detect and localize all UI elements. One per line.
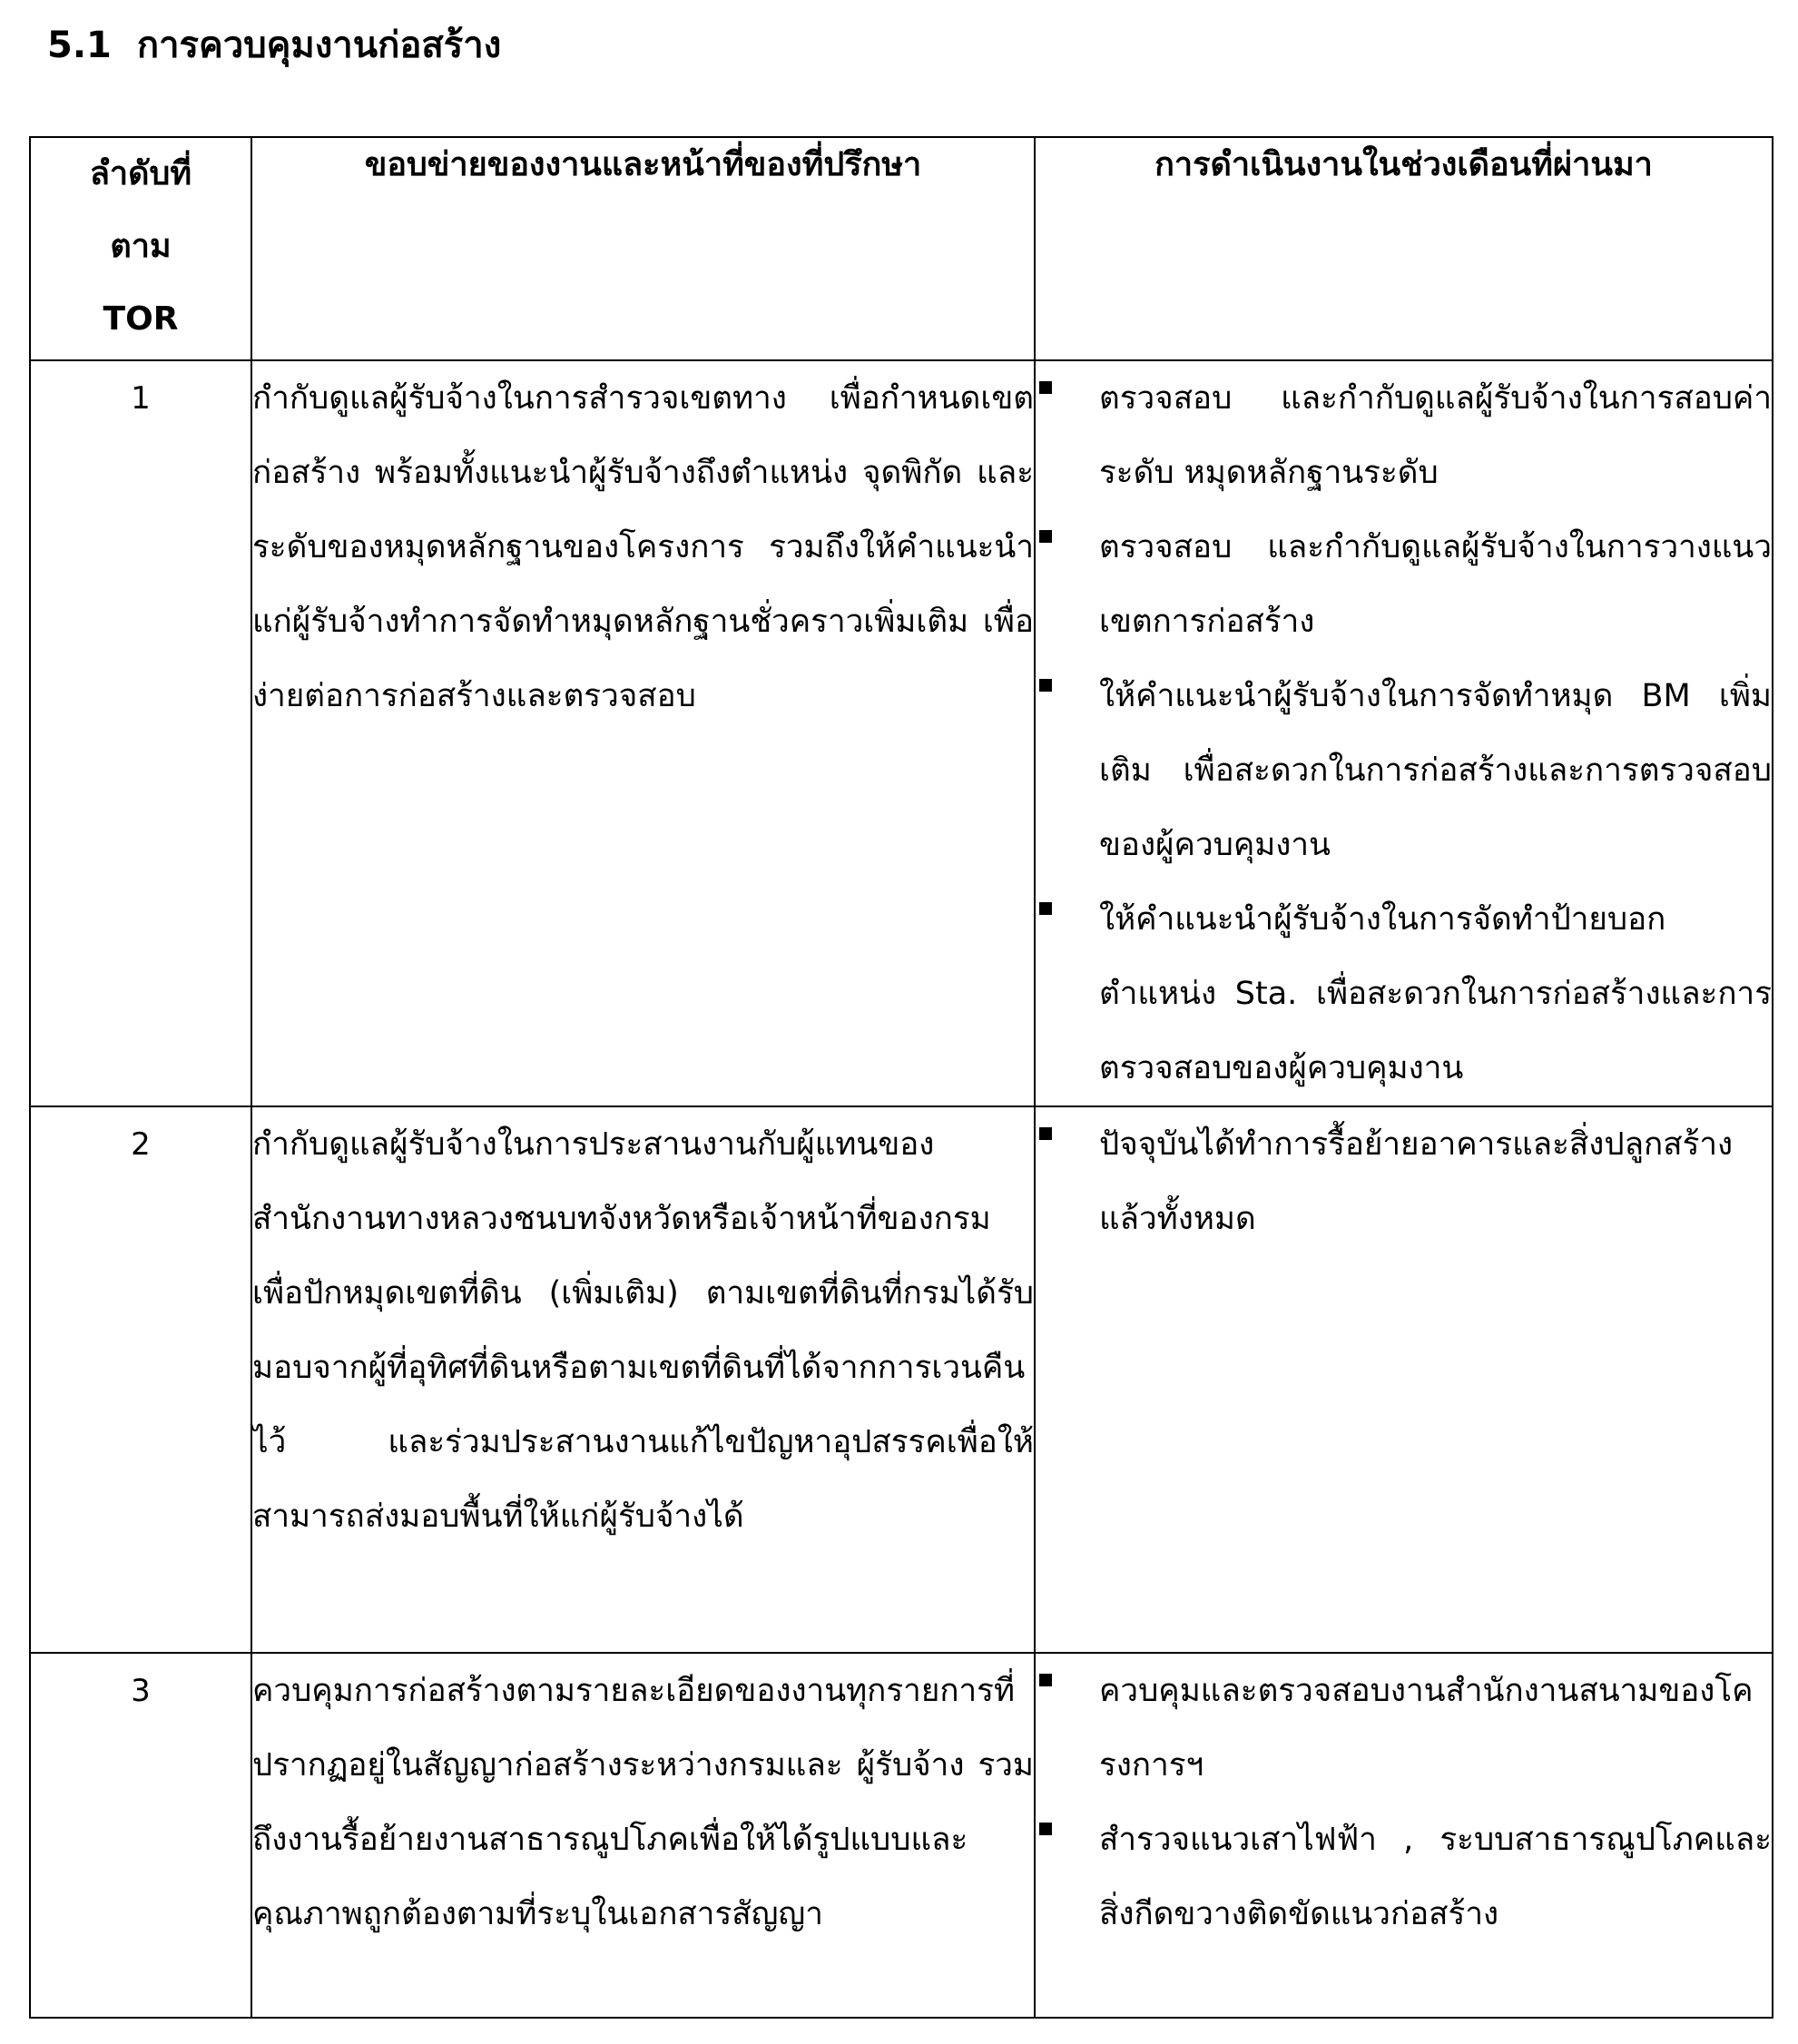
section-number: 5.1 [47, 25, 112, 66]
work-item-text: ตรวจสอบ และกำกับดูแลผู้รับจ้างในการสอบค่าระดับ หมุดหลักฐานระดับ [1099, 380, 1772, 491]
square-bullet-icon [1039, 679, 1052, 692]
square-bullet-icon [1039, 530, 1052, 543]
row-number: 1 [30, 360, 251, 1106]
work-item-text: ให้คำแนะนำผู้รับจ้างในการจัดทำป้ายบอกตำแหน่ง Sta. เพื่อสะดวกในการก่อสร้างและการตรวจสอบของผู้ควบคุมงาน [1099, 901, 1772, 1086]
work-item [1036, 361, 1772, 510]
header-tor-order-line: ลำดับที่ [89, 155, 192, 192]
header-tor-order-line: ตาม [110, 228, 172, 265]
work-done-cell [1035, 1653, 1773, 2018]
table-row [30, 360, 1773, 1106]
square-bullet-icon [1039, 902, 1052, 915]
work-item-text: สำรวจแนวเสาไฟฟ้า , ระบบสาธารณูปโภคและสิ่งกีดขวางติดขัดแนวก่อสร้าง [1099, 1822, 1772, 1932]
square-bullet-icon [1039, 381, 1052, 394]
scope-text: กำกับดูแลผู้รับจ้างในการสำรวจเขตทาง เพื่อกำหนดเขตก่อสร้าง พร้อมทั้งแนะนำผู้รับจ้างถึงตำแหน่ง จุดพิกัด และระดับของหมุดหลักฐานของโครงการ รวมถึงให้คำแนะนำแก่ผู้รับจ้างทำการจัดทำหมุดหลักฐานชั่วคราวเพิ่มเติม เพื่อง่ายต่อการก่อสร้างและตรวจสอบ [251, 360, 1035, 1106]
work-item [1036, 1107, 1772, 1256]
work-item-text: ให้คำแนะนำผู้รับจ้างในการจัดทำหมุด BM เพิ่มเติม เพื่อสะดวกในการก่อสร้างและการตรวจสอบของผู้ควบคุมงาน [1099, 678, 1772, 863]
work-item [1036, 1654, 1772, 1803]
work-done-cell [1035, 360, 1773, 1106]
row-number: 2 [30, 1106, 251, 1653]
work-item [1036, 1803, 1772, 1951]
table-header-row [30, 137, 1773, 360]
work-item-text: ตรวจสอบ และกำกับดูแลผู้รับจ้างในการวางแนวเขตการก่อสร้าง [1099, 529, 1772, 640]
square-bullet-icon [1039, 1674, 1052, 1686]
table-row [30, 1653, 1773, 2018]
header-work-done: การดำเนินงานในช่วงเดือนที่ผ่านมา [1035, 137, 1773, 360]
square-bullet-icon [1039, 1127, 1052, 1140]
work-item-text: ควบคุมและตรวจสอบงานสำนักงานสนามของโครงการฯ [1099, 1673, 1754, 1784]
square-bullet-icon [1039, 1823, 1052, 1835]
section-heading [47, 16, 501, 74]
work-item [1036, 659, 1772, 882]
header-tor-order-line: TOR [103, 300, 179, 338]
scope-text: กำกับดูแลผู้รับจ้างในการประสานงานกับผู้แทนของสำนักงานทางหลวงชนบทจังหวัดหรือเจ้าหน้าที่ของกรม เพื่อปักหมุดเขตที่ดิน (เพิ่มเติม) ตามเขตที่ดินที่กรมได้รับมอบจากผู้ที่อุทิศที่ดินหรือตามเขตที่ดินที่ได้จากการเวนคืนไว้ และร่วมประสานงานแก้ไขปัญหาอุปสรรคเพื่อให้สามารถส่งมอบพื้นที่ให้แก่ผู้รับจ้างได้ [251, 1106, 1035, 1653]
section-title: การควบคุมงานก่อสร้าง [136, 25, 502, 66]
row-number: 3 [30, 1653, 251, 2018]
header-scope: ขอบข่ายของงานและหน้าที่ของที่ปรึกษา [251, 137, 1035, 360]
work-item [1036, 882, 1772, 1106]
table-row [30, 1106, 1773, 1653]
work-item [1036, 510, 1772, 659]
work-item-text: ปัจจุบันได้ทำการรื้อย้ายอาคารและสิ่งปลูกสร้างแล้วทั้งหมด [1099, 1126, 1734, 1237]
supervision-table [29, 136, 1773, 2019]
scope-text: ควบคุมการก่อสร้างตามรายละเอียดของงานทุกรายการที่ปรากฏอยู่ในสัญญาก่อสร้างระหว่างกรมและ ผู้รับจ้าง รวมถึงงานรื้อย้ายงานสาธารณูปโภคเพื่อให้ได้รูปแบบและคุณภาพถูกต้องตามที่ระบุในเอกสารสัญญา [251, 1653, 1035, 2018]
work-done-cell [1035, 1106, 1773, 1653]
header-tor-order [30, 137, 251, 360]
